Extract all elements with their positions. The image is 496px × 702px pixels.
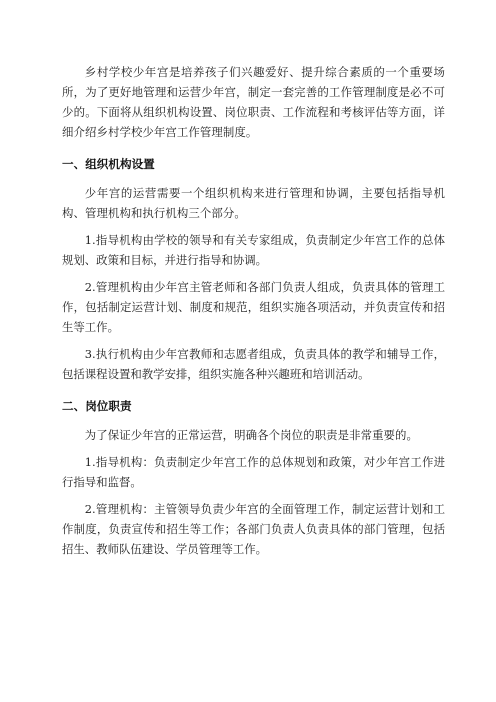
section-responsibilities	[62, 396, 445, 559]
section-heading: 二、岗位职责	[62, 399, 132, 413]
list-item: 2.管理机构：主管领导负责少年宫的全面管理工作，制定运营计划和工作制度，负责宣传和招生等工作；各部门负责人负责具体的部门管理，包括招生、教师队伍建设、学员管理等工作。	[62, 502, 445, 556]
list-item: 3.执行机构由少年宫教师和志愿者组成，负责具体的教学和辅导工作，包括课程设置和教学安排，组织实施各种兴趣班和培训活动。	[62, 347, 445, 381]
list-item: 1.指导机构：负责制定少年宫工作的总体规划和政策，对少年宫工作进行指导和监督。	[62, 455, 445, 489]
document-body	[62, 62, 445, 566]
list-item: 2.管理机构由少年宫主管老师和各部门负责人组成，负责具体的管理工作，包括制定运营计划、制度和规范，组织实施各项活动，并负责宣传和招生等工作。	[62, 280, 445, 334]
intro-paragraph: 乡村学校少年宫是培养孩子们兴趣爱好、提升综合素质的一个重要场所，为了更好地管理和运营少年宫，制定一套完善的工作管理制度是必不可少的。下面将从组织机构设置、岗位职责、工作流程和考核评估等方面，详细介绍乡村学校少年宫工作管理制度。	[62, 65, 445, 139]
section-lead-paragraph: 少年宫的运营需要一个组织机构来进行管理和协调，主要包括指导机构、管理机构和执行机构三个部分。	[62, 186, 445, 220]
section-organization	[62, 154, 445, 384]
section-lead-paragraph: 为了保证少年宫的正常运营，明确各个岗位的职责是非常重要的。	[84, 428, 419, 442]
section-heading: 一、组织机构设置	[62, 157, 155, 171]
list-item: 1.指导机构由学校的领导和有关专家组成，负责制定少年宫工作的总体规划、政策和目标，并进行指导和协调。	[62, 233, 445, 267]
